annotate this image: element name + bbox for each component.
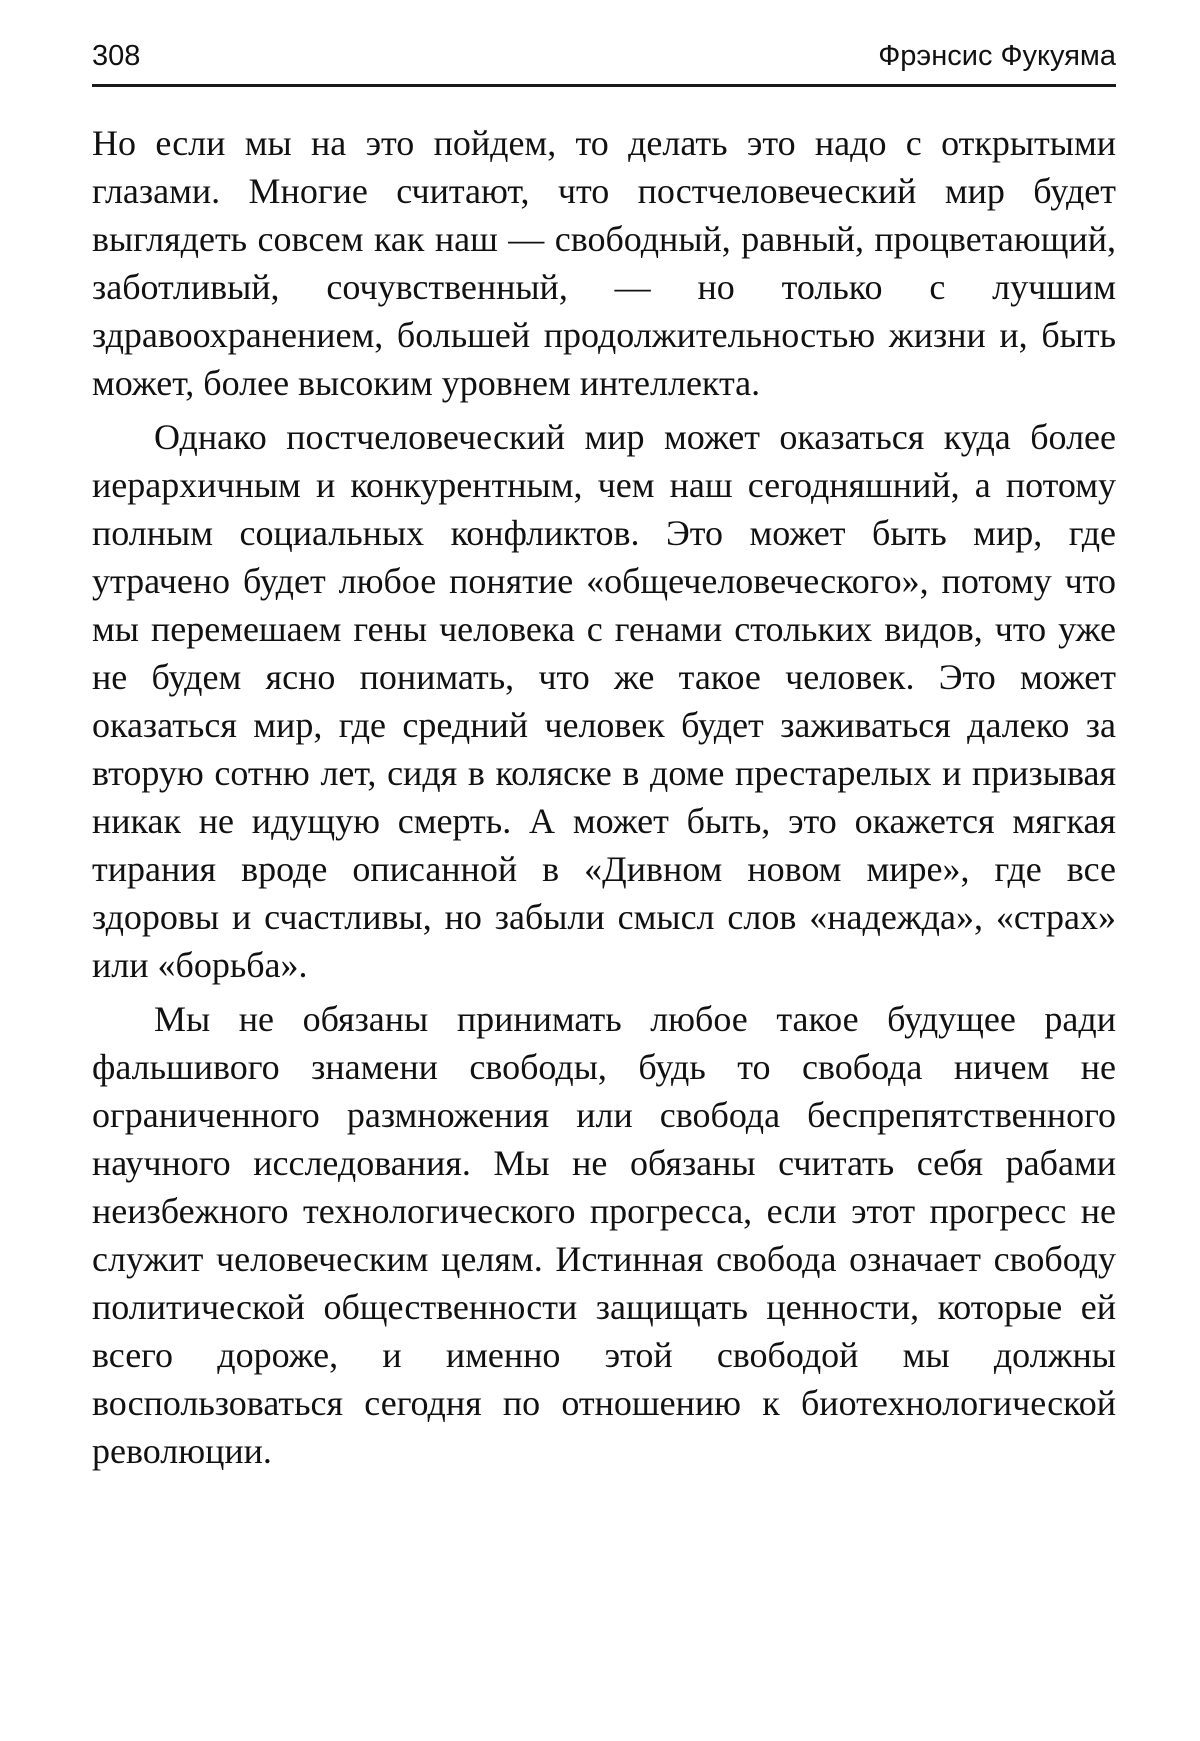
running-header (92, 34, 1116, 74)
page-number: 308 (92, 40, 141, 72)
paragraph-3: Мы не обязаны принимать любое такое будущее ради фальшивого знамени свободы, будь то свобода ничем не ограниченного размножения или свобода беспрепятственного научного исследования. Мы не обязаны считать себя рабами неизбежного технологического прогресса, если этот прогресс не служит человеческим целям. Истинная свобода означает свободу политической общественности защищать ценности, которые ей всего дороже, и именно этой свободой мы должны воспользоваться сегодня по отношению к биотехнологической революции. (92, 999, 1116, 1471)
header-rule (92, 84, 1116, 87)
running-title: Фрэнсис Фукуяма (878, 40, 1116, 72)
body-text (92, 119, 1116, 1475)
paragraph-1: Но если мы на это пойдем, то делать это надо с открытыми глазами. Многие считают, что постчеловеческий мир будет выглядеть совсем как наш — свободный, равный, процветающий, заботливый, сочувственный, — но только с лучшим здравоохранением, большей продолжительностью жизни и, быть может, более высоким уровнем интеллекта. (92, 123, 1116, 403)
paragraph-2: Однако постчеловеческий мир может оказаться куда более иерархичным и конкурентным, чем наш сегодняшний, а потому полным социальных конфликтов. Это может быть мир, где утрачено будет любое понятие «общечеловеческого», потому что мы перемешаем гены человека с генами стольких видов, что уже не будем ясно понимать, что же такое человек. Это может оказаться мир, где средний человек будет заживаться далеко за вторую сотню лет, сидя в коляске в доме престарелых и призывая никак не идущую смерть. А может быть, это окажется мягкая тирания вроде описанной в «Дивном новом мире», где все здоровы и счастливы, но забыли смысл слов «надежда», «страх» или «борьба». (92, 417, 1116, 985)
